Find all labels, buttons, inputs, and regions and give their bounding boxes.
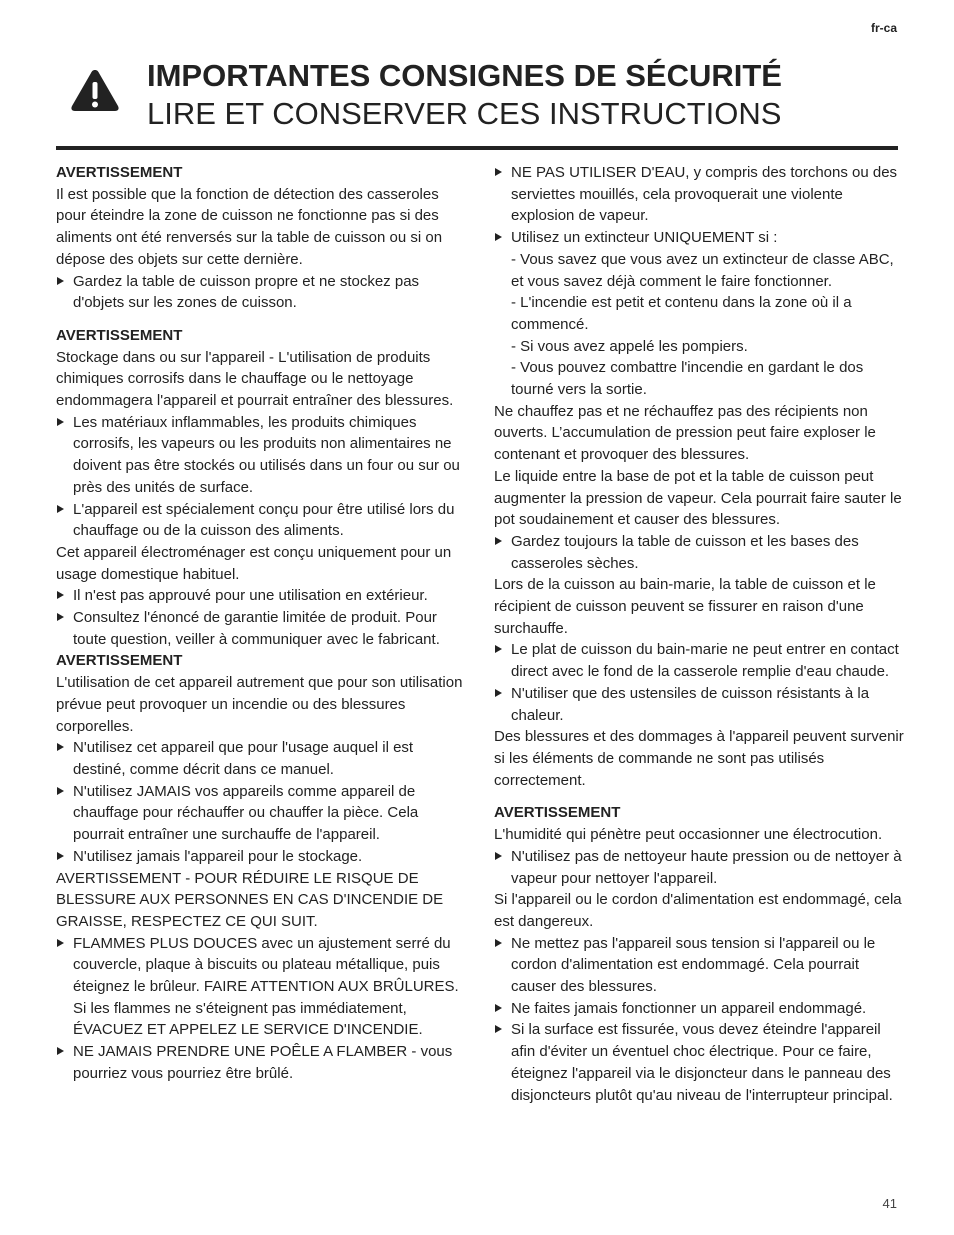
- bullet-text: Consultez l'énoncé de garantie limitée de produit. Pour toute question, veiller à communiquer avec le fabricant.: [73, 609, 440, 648]
- bullet-item: [56, 585, 464, 607]
- bullet-arrow-icon: [57, 1047, 64, 1055]
- paragraph: Cet appareil électroménager est conçu uniquement pour un usage domestique habituel.: [56, 543, 452, 583]
- page-title: IMPORTANTES CONSIGNES DE SÉCURITÉ: [147, 58, 782, 93]
- bullet-item: [56, 1041, 464, 1084]
- bullet-arrow-icon: [495, 168, 502, 176]
- paragraph: AVERTISSEMENT - POUR RÉDUIRE LE RISQUE DE BLESSURE AUX PERSONNES EN CAS D'INCENDIE DE GRAISSE, RESPECTEZ CE QUI SUIT.: [56, 869, 444, 930]
- bullet-item: [494, 1019, 904, 1106]
- bullet-arrow-icon: [495, 1025, 502, 1033]
- paragraph: Le liquide entre la base de pot et la table de cuisson peut augmenter la pression de vapeur. Cela pourrait faire sauter le pot soudainement et causer des blessures.: [494, 467, 902, 529]
- bullet-arrow-icon: [495, 537, 502, 545]
- warning-heading: AVERTISSEMENT: [56, 326, 183, 344]
- bullet-arrow-icon: [495, 645, 502, 653]
- bullet-item: [494, 162, 904, 227]
- bullet-arrow-icon: [57, 743, 64, 751]
- left-column: [56, 162, 464, 1085]
- page-header: [56, 58, 898, 150]
- bullet-item: [494, 683, 904, 726]
- bullet-item: [56, 271, 464, 314]
- bullet-subitem: - Vous savez que vous avez un extincteur de classe ABC, et vous savez déjà comment le faire fonctionner.: [511, 250, 894, 290]
- bullet-text: NE PAS UTILISER D'EAU, y compris des torchons ou des serviettes mouillés, cela provoquerait une violente explosion de vapeur.: [511, 164, 898, 225]
- paragraph: Ne chauffez pas et ne réchauffez pas des récipients non ouverts. L’accumulation de pression peut faire exploser le contenant et provoquer des blessures.: [494, 402, 876, 464]
- bullet-text: Si la surface est fissurée, vous devez éteindre l'appareil afin d'éviter un éventuel choc électrique. Pour ce faire, éteignez l'appareil via le disjoncteur dans le panneau des disjoncteurs plutôt qu'au niveau de l'interrupteur principal.: [511, 1021, 893, 1104]
- right-column: [494, 162, 904, 1106]
- bullet-text: N'utilisez jamais l'appareil pour le stockage.: [73, 847, 363, 865]
- page-subtitle: LIRE ET CONSERVER CES INSTRUCTIONS: [147, 96, 782, 131]
- bullet-text: N'utiliser que des ustensiles de cuisson résistants à la chaleur.: [511, 684, 870, 724]
- bullet-arrow-icon: [495, 689, 502, 697]
- bullet-text: Ne faites jamais fonctionner un appareil endommagé.: [511, 999, 867, 1017]
- warning-heading: AVERTISSEMENT: [56, 164, 183, 181]
- paragraph: Lors de la cuisson au bain-marie, la table de cuisson et le récipient de cuisson peuvent se fissurer en raison d'une surchauffe.: [494, 576, 876, 637]
- bullet-text: Gardez toujours la table de cuisson et les bases des casseroles sèches.: [511, 532, 859, 572]
- bullet-arrow-icon: [495, 852, 502, 860]
- bullet-subitem: - Si vous avez appelé les pompiers.: [511, 337, 748, 355]
- language-code: fr-ca: [870, 21, 897, 35]
- bullet-text: Il n'est pas approuvé pour une utilisation en extérieur.: [73, 587, 428, 605]
- bullet-subitem: - Vous pouvez combattre l'incendie en gardant le dos tourné vers la sortie.: [511, 359, 864, 399]
- bullet-text: N'utilisez cet appareil que pour l'usage auquel il est destiné, comme décrit dans ce manuel.: [73, 739, 414, 778]
- bullet-arrow-icon: [57, 418, 64, 426]
- bullet-arrow-icon: [57, 505, 64, 513]
- bullet-item: [494, 531, 904, 574]
- bullet-item: [56, 607, 464, 650]
- bullet-item: [494, 846, 904, 889]
- paragraph: L'humidité qui pénètre peut occasionner une électrocution.: [494, 826, 883, 844]
- bullet-text: Utilisez un extincteur UNIQUEMENT si :: [511, 229, 778, 247]
- warning-heading: AVERTISSEMENT: [56, 652, 183, 670]
- bullet-arrow-icon: [495, 939, 502, 947]
- bullet-arrow-icon: [57, 852, 64, 860]
- warning-triangle-icon: [70, 68, 120, 112]
- bullet-item: [56, 412, 464, 499]
- bullet-arrow-icon: [495, 1004, 502, 1012]
- bullet-text: N'utilisez JAMAIS vos appareils comme appareil de chauffage pour réchauffer ou chauffer la pièce. Cela pourrait entraîner une surchauffe de l'appareil.: [73, 782, 419, 844]
- bullet-arrow-icon: [495, 233, 502, 241]
- bullet-text: N'utilisez pas de nettoyeur haute pression ou de nettoyer à vapeur pour nettoyer l'appareil.: [511, 847, 902, 887]
- bullet-item: [56, 499, 464, 542]
- bullet-text: Le plat de cuisson du bain-marie ne peut entrer en contact direct avec le fond de la casserole remplie d'eau chaude.: [511, 641, 899, 681]
- bullet-arrow-icon: [57, 613, 64, 621]
- bullet-item: [494, 933, 904, 998]
- paragraph: Si l'appareil ou le cordon d'alimentation est endommagé, cela est dangereux.: [494, 891, 902, 930]
- bullet-text: Ne mettez pas l'appareil sous tension si l'appareil ou le cordon d'alimentation est endommagé. Cela pourrait causer des blessures.: [511, 934, 876, 996]
- bullet-item: [494, 227, 904, 401]
- bullet-text: L'appareil est spécialement conçu pour être utilisé lors du chauffage ou de la cuisson des aliments.: [73, 500, 455, 540]
- paragraph: Stockage dans ou sur l'appareil - L'utilisation de produits chimiques corrosifs dans le chauffage ou le nettoyage endommagera l'appareil et pourrait entraîner des blessures.: [56, 348, 454, 410]
- bullet-arrow-icon: [57, 787, 64, 795]
- warning-heading: AVERTISSEMENT: [494, 804, 621, 822]
- paragraph: Il est possible que la fonction de détection des casseroles pour éteindre la zone de cuisson ne fonctionne pas si des aliments ont été renversés sur la table de cuisson ou si on dépose des objets sur cette dernière.: [56, 185, 443, 268]
- bullet-item: [56, 846, 464, 868]
- bullet-item: [494, 998, 904, 1020]
- bullet-arrow-icon: [57, 591, 64, 599]
- bullet-text: FLAMMES PLUS DOUCES avec un ajustement serré du couvercle, plaque à biscuits ou plateau métallique, puis éteignez le brûleur. FAIRE ATTENTION AUX BRÛLURES. Si les flammes ne s'éteignent pas immédiatement, ÉVACUEZ ET APPELEZ LE SERVICE D'INCENDIE.: [73, 934, 459, 1039]
- bullet-subitem: - L'incendie est petit et contenu dans la zone où il a commencé.: [511, 294, 852, 333]
- bullet-text: Gardez la table de cuisson propre et ne stockez pas d'objets sur les zones de cuisson.: [73, 272, 420, 312]
- bullet-item: [494, 639, 904, 682]
- paragraph: L'utilisation de cet appareil autrement que pour son utilisation prévue peut provoquer un incendie ou des blessures corporelles.: [56, 674, 463, 735]
- paragraph: Des blessures et des dommages à l'appareil peuvent survenir si les éléments de commande ne sont pas utilisés correctement.: [494, 728, 904, 789]
- bullet-item: [56, 737, 464, 780]
- bullet-text: NE JAMAIS PRENDRE UNE POÊLE A FLAMBER - vous pourriez vous pourriez être brûlé.: [73, 1043, 453, 1082]
- bullet-item: [56, 781, 464, 846]
- bullet-arrow-icon: [57, 277, 64, 285]
- bullet-arrow-icon: [57, 939, 64, 947]
- bullet-item: [56, 933, 464, 1042]
- page-number: 41: [882, 1196, 897, 1211]
- bullet-text: Les matériaux inflammables, les produits chimiques corrosifs, les vapeurs ou les produits non alimentaires ne doivent pas être stockés ou utilisés dans un four ou sur ou près des unités de surface.: [73, 413, 460, 496]
